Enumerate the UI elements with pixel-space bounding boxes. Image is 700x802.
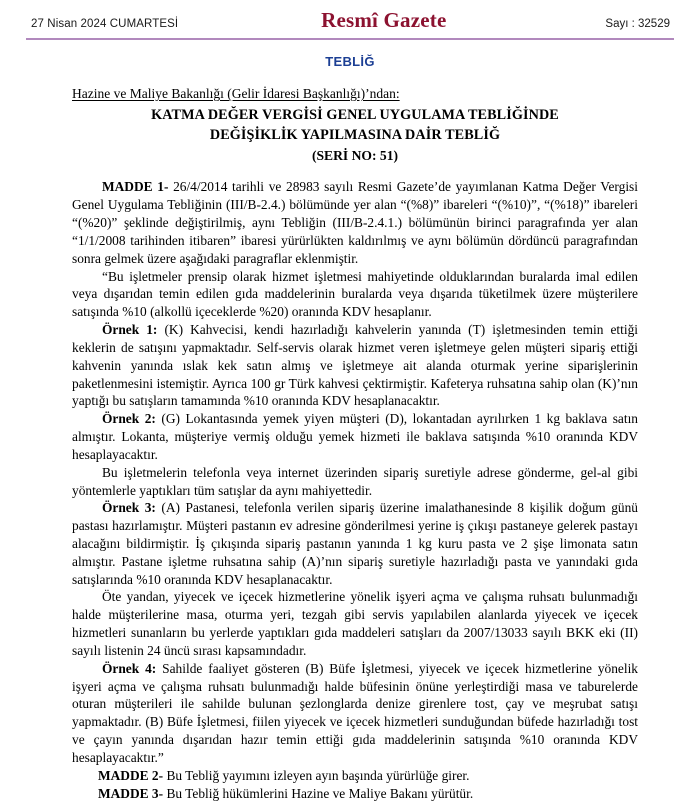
- paragraph-quote-intro: “Bu işletmeler prensip olarak hizmet işletmesi mahiyetinde olduklarından buralarda imal edilen veya dışarıdan temin edilen gıda maddelerinin buralarda veya dışarıda tüketilmek üzere müşterilere satışında %10 (alkollü içeceklerde %20) oranında KDV hesaplanır.: [72, 268, 638, 320]
- document-body: [0, 85, 700, 802]
- madde-2-text: Bu Tebliğ yayımını izleyen ayın başında yürürlüğe girer.: [163, 767, 470, 783]
- ornek-1-text: (K) Kahvecisi, kendi hazırladığı kahvelerin yanında (T) işletmesinden temin ettiği keklerin de satışını yapmaktadır. Self-servis olarak hizmet veren işletmeye gelen müşteri sipariş ettiği kahvenin yanında ıslak kek satın almış ve işletmeye ait alanda oturmak yerine siparişlerinin paketlenmesini istemiştir. Ayrıca 100 gr Türk kahvesi çektirmiştir. Kafeterya ruhsatına sahip olan (K)’nın yaptığı bu satışların tamamında %10 oranında KDV hesaplanacaktır.: [72, 322, 638, 409]
- madde-3-text: Bu Tebliğ hükümlerini Hazine ve Maliye Bakanı yürütür.: [163, 785, 474, 801]
- document-serial: (SERİ NO: 51): [311, 148, 399, 164]
- ornek-3-label: Örnek 3:: [102, 500, 156, 516]
- section-kicker: TEBLİĞ: [325, 54, 375, 69]
- ornek-2-text: (G) Lokantasında yemek yiyen müşteri (D), lokantadan ayrılırken 1 kg baklava satın almıştır. Lokanta, müşteriye vermiş olduğu yemek hizmeti ile baklava satışında %10 oranında KDV hesaplayacaktır.: [72, 411, 638, 462]
- publication-date: 27 Nisan 2024 CUMARTESİ: [31, 18, 179, 30]
- issuing-authority: Hazine ve Maliye Bakanlığı (Gelir İdaresi Başkanlığı)’ndan:: [72, 86, 400, 101]
- ornek-2-label: Örnek 2:: [102, 411, 156, 427]
- gazette-title: Resmî Gazete: [321, 8, 447, 32]
- paragraph-madde-2: [72, 767, 638, 785]
- madde-2-label: MADDE 2-: [98, 767, 164, 783]
- paragraph-ornek-2: [72, 410, 638, 463]
- paragraph-madde-1: [72, 178, 638, 267]
- document-title: [72, 106, 638, 145]
- ornek-4-text: Sahilde faaliyet gösteren (B) Büfe İşletmesi, yiyecek ve içecek hizmetlerine yönelik işyeri açma ve çalışma ruhsatı bulunmadığı halde büfesinin önüne yerleştirdiği masa ve taburelerde oturan müşterileri ile sahilde bulunan şezlonglarda denize girenlere tost, çay ve meşrubat satışı yapmaktadır. (B) Büfe İşletmesi, fiilen yiyecek ve içecek hizmetleri sunduğundan büfede hazırladığı tost ve çayın yanında dışarıdan hazır temin ettiği gıda maddelerinin satışında %10 oranında KDV hesaplayacaktır.”: [72, 660, 639, 765]
- ornek-4-label: Örnek 4:: [102, 660, 157, 676]
- issue-number: Sayı : 32529: [605, 18, 670, 30]
- masthead-divider: [26, 38, 674, 40]
- masthead: [0, 0, 700, 35]
- document-title-line-2: DEĞİŞİKLİK YAPILMASINA DAİR TEBLİĞ: [209, 126, 501, 143]
- madde-1-label: MADDE 1-: [102, 179, 169, 195]
- paragraph-middle: Bu işletmelerin telefonla veya internet üzerinden sipariş suretiyle adrese gönderme, gel-al gibi yöntemlerle yaptıkları tüm satışlar da aynı mahiyettedir.: [72, 464, 638, 498]
- paragraph-ornek-4: [72, 660, 638, 767]
- document-title-line-1: KATMA DEĞER VERGİSİ GENEL UYGULAMA TEBLİĞİNDE: [151, 107, 559, 124]
- madde-3-label: MADDE 3-: [98, 785, 164, 801]
- paragraph-madde-3: [72, 785, 638, 802]
- paragraph-ornek-3: [72, 499, 638, 588]
- paragraph-ote-yandan: Öte yandan, yiyecek ve içecek hizmetlerine yönelik işyeri açma ve çalışma ruhsatı bulunmadığı halde müşterilerine masa, oturma yeri, tezgah gibi servis yapılabilen alanlarda yiyecek ve içecek hizmetleri sunanların bu yerlerde yaptıkları gıda maddeleri satışları da 2007/13033 sayılı BKK eki (II) sayılı listenin 24 üncü sırası kapsamındadır.: [72, 589, 638, 658]
- article-text: [72, 178, 638, 802]
- ornek-3-text: (A) Pastanesi, telefonla verilen sipariş üzerine imalathanesinde 8 kişilik doğum günü pastası hazırlamıştır. Müşteri pastanın ev adresine gönderilmesi yerine iş çıkışı pastaneye gelerek pastayı alacağını bildirmiştir. İş çıkışında sipariş pastanın yanında 1 kg kuru pasta ve 2 şişe limonata satın almıştır. Pastane işletme ruhsatına sahip (A)’nın sipariş suretiyle hazırladığı pasta ve yanındaki gıda satışlarında %10 oranında KDV hesaplanacaktır.: [72, 500, 639, 587]
- paragraph-ornek-1: [72, 321, 638, 410]
- ornek-1-label: Örnek 1:: [102, 322, 158, 338]
- madde-1-text: 26/4/2014 tarihli ve 28983 sayılı Resmi Gazete’de yayımlanan Katma Değer Vergisi Genel Uygulama Tebliğinin (III/B-2.4.) bölümünde yer alan “(%8)” ibareleri “(%10)”, “(%18)” ibareleri “(%20)” şeklinde değiştirilmiş, aynı Tebliğin (III/B-2.4.1.) bölümünün birinci paragrafında yer alan “1/1/2008 tarihinden itibaren” ibaresi yürürlükten kaldırılmış ve aynı bölümün dördüncü paragrafından sonra gelmek üzere aşağıdaki paragraflar eklenmiştir.: [72, 179, 638, 266]
